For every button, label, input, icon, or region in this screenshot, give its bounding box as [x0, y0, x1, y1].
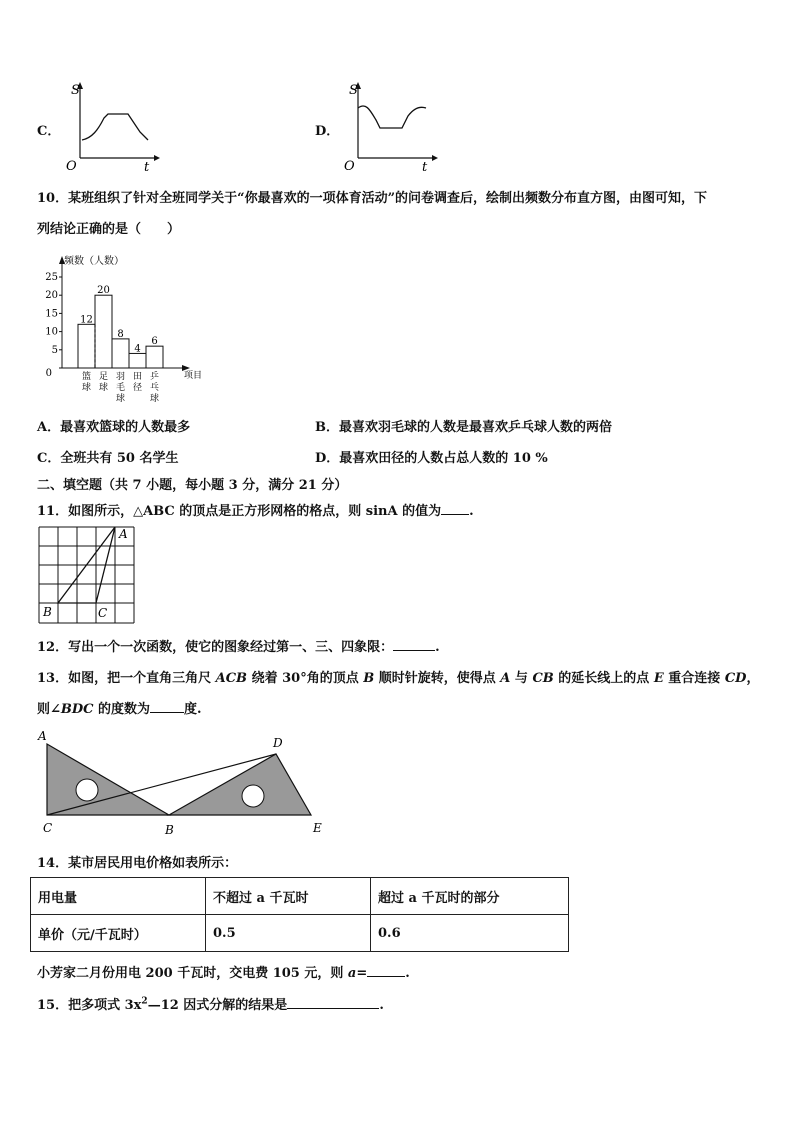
- q15-stem: 15．把多项式 $3x^2—12$ 因式分解的结果是 .: [37, 996, 384, 1013]
- q10-option-d: D．最喜欢田径的人数占总人数的 10 %: [315, 451, 548, 466]
- q14-follow-up: 小芳家二月份用电 200 千瓦时，交电费 105 元，则 a= .: [37, 966, 410, 981]
- histogram-category-label: 田: [132, 372, 143, 382]
- histogram-category-label: 球: [98, 383, 109, 393]
- table-cell: 用电量: [31, 878, 206, 915]
- q13-label-a: A: [38, 729, 47, 743]
- table-cell: 0.6: [371, 915, 569, 952]
- q13-label-c: C: [43, 821, 53, 835]
- q13-hole-left: [76, 779, 98, 801]
- option-d-label: D．: [315, 124, 340, 139]
- table-row: [31, 915, 569, 952]
- graph-c: [60, 80, 160, 172]
- graph-c-origin: O: [66, 159, 77, 172]
- histogram-data-label: 12: [80, 314, 93, 326]
- graph-d-s-label: S: [349, 83, 358, 98]
- histogram-data-label: 4: [134, 343, 141, 355]
- graph-d-curve: [358, 106, 426, 128]
- histogram-bar: [146, 346, 163, 368]
- graph-c-curve: [82, 114, 148, 140]
- q11-label-b: B: [43, 605, 52, 619]
- table-row: [31, 878, 569, 915]
- q10-option-a: A．最喜欢篮球的人数最多: [37, 420, 191, 435]
- q12-stem-end: .: [435, 640, 440, 655]
- histogram-category-label: 羽: [115, 372, 126, 382]
- q14-answer-blank[interactable]: [367, 964, 405, 977]
- section-heading: 二、填空题（共 7 小题，每小题 3 分，满分 21 分）: [37, 478, 348, 493]
- histogram-bar: [112, 339, 129, 368]
- table-cell: 超过 a 千瓦时的部分: [371, 878, 569, 915]
- q13-label-d: D: [273, 736, 283, 750]
- q15-answer-blank[interactable]: [287, 996, 379, 1009]
- q10-stem-line1: 10．某班组织了针对全班同学关于“你最喜欢的一项体育活动”的问卷调查后，绘制出频数分布直方图，由图可知，下: [37, 191, 708, 206]
- table-cell: 0.5: [206, 915, 371, 952]
- q12-stem: [37, 636, 440, 655]
- q12-stem-text: 12．写出一个一次函数，使它的图象经过第一、三、四象限：: [37, 640, 394, 655]
- histogram-y-tick-label: 15: [45, 308, 58, 320]
- q11-grid: [39, 527, 134, 623]
- q14-price-table: [30, 877, 569, 952]
- graph-c-s-label: S: [71, 83, 80, 98]
- graph-d-origin: O: [344, 159, 355, 172]
- histogram-bar: [78, 324, 95, 368]
- histogram-category-label: 球: [115, 394, 126, 404]
- graph-c-t-label: t: [144, 160, 150, 172]
- q10-option-b: B．最喜欢羽毛球的人数是最喜欢乒乓球人数的两倍: [315, 420, 612, 435]
- table-cell: 单价（元/千瓦时）: [31, 915, 206, 952]
- graph-c-t-arrow: [154, 155, 160, 161]
- q11-label-a: A: [119, 527, 128, 541]
- q11-stem-end: .: [469, 504, 474, 519]
- histogram-bar: [95, 295, 112, 368]
- graph-d: [338, 80, 438, 172]
- histogram-y-tick-label: 20: [45, 290, 58, 302]
- histogram-bar: [129, 353, 146, 368]
- histogram-category-label: 乓: [149, 383, 160, 393]
- q11-answer-blank[interactable]: [441, 502, 469, 515]
- histogram-category-label: 足: [98, 372, 109, 382]
- q11-grid-figure: [35, 520, 145, 630]
- histogram-x-label: 项目: [184, 371, 203, 381]
- histogram-chart: [44, 250, 224, 410]
- histogram-category-label: 篮: [81, 372, 92, 382]
- histogram-category-label: 球: [81, 383, 92, 393]
- histogram-category-label: 径: [132, 383, 143, 393]
- q13-triangles-figure: [35, 728, 335, 840]
- histogram-y-tick-label: 5: [51, 344, 58, 356]
- q13-label-e: E: [313, 821, 322, 835]
- option-c-label: C．: [37, 124, 61, 139]
- q13-hole-right: [242, 785, 264, 807]
- q11-stem-text: 11．如图所示，△ABC 的顶点是正方形网格的格点，则 sinA 的值为: [37, 504, 442, 519]
- histogram-y-tick-label: 10: [45, 326, 58, 338]
- graph-d-t-arrow: [432, 155, 438, 161]
- q12-answer-blank[interactable]: [393, 638, 435, 651]
- graph-d-t-label: t: [422, 160, 428, 172]
- table-cell: 不超过 a 千瓦时: [206, 878, 371, 915]
- q13-label-b: B: [165, 823, 174, 837]
- q14-stem: 14．某市居民用电价格如表所示：: [37, 856, 238, 871]
- histogram-data-label: 6: [151, 336, 158, 348]
- histogram-data-label: 20: [97, 285, 110, 297]
- q13-triangle-acb: [47, 744, 169, 815]
- q11-label-c: C: [98, 606, 108, 620]
- histogram-category-label: 乒: [149, 372, 160, 382]
- q10-stem-line2: 列结论正确的是（ ）: [37, 222, 181, 237]
- histogram-category-label: 球: [149, 394, 160, 404]
- q13-stem-line1: 13．如图，把一个直角三角尺 ACB 绕着 30°角的顶点 B 顺时针旋转，使得点 A 与 CB 的延长线上的点 E 重合连接 CD，: [37, 671, 760, 686]
- q11-stem: [37, 500, 474, 519]
- histogram-y-label: 频数（人数）: [64, 256, 124, 267]
- q13-stem-line2: 则∠BDC 的度数为 度.: [37, 702, 202, 717]
- q10-option-c: C．全班共有 50 名学生: [37, 451, 179, 466]
- histogram-category-label: 毛: [115, 383, 126, 393]
- histogram-data-label: 8: [117, 328, 124, 340]
- histogram-y-tick-label: 0: [45, 368, 52, 379]
- histogram-y-tick-label: 25: [45, 272, 58, 283]
- q13-answer-blank[interactable]: [150, 700, 184, 713]
